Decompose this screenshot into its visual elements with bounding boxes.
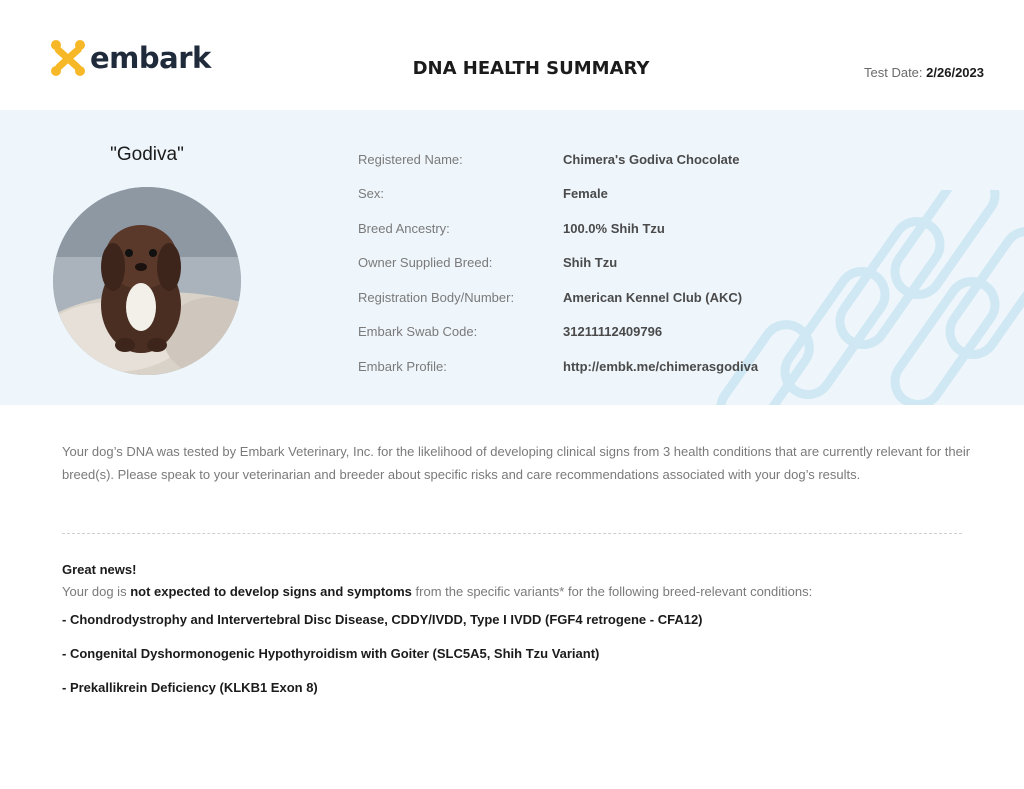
detail-row-registered-name bbox=[358, 142, 758, 177]
dog-details-table bbox=[358, 142, 758, 384]
detail-label: Breed Ancestry: bbox=[358, 220, 450, 236]
embark-profile-link[interactable]: http://embk.me/chimerasgodiva bbox=[563, 358, 759, 374]
detail-label: Sex: bbox=[358, 186, 385, 202]
detail-label: Embark Profile: bbox=[358, 358, 447, 374]
dog-profile-panel bbox=[0, 110, 1024, 405]
results-heading: Great news! bbox=[62, 562, 137, 577]
health-results-section bbox=[62, 561, 982, 697]
detail-row-owner-breed bbox=[358, 246, 758, 281]
detail-value: Shih Tzu bbox=[563, 255, 618, 271]
condition-item: - Congenital Dyshormonogenic Hypothyroidism with Goiter (SLC5A5, Shih Tzu Variant) bbox=[62, 646, 600, 661]
detail-row-embark-profile bbox=[358, 349, 758, 384]
detail-value: Chimera's Godiva Chocolate bbox=[563, 151, 740, 167]
test-date-label: Test Date: bbox=[864, 65, 923, 80]
detail-row-sex bbox=[358, 177, 758, 212]
detail-row-swab-code bbox=[358, 315, 758, 350]
detail-value: 100.0% Shih Tzu bbox=[563, 220, 665, 236]
conditions-list bbox=[62, 611, 982, 697]
results-summary bbox=[62, 579, 982, 605]
test-date-value: 2/26/2023 bbox=[926, 65, 984, 80]
detail-value: American Kennel Club (AKC) bbox=[563, 289, 743, 305]
report-header bbox=[0, 0, 1024, 110]
dog-photo bbox=[53, 187, 241, 375]
page-title: DNA HEALTH SUMMARY bbox=[412, 58, 650, 79]
condition-item: - Chondrodystrophy and Intervertebral Disc Disease, CDDY/IVDD, Type I IVDD (FGF4 retrogene - CFA12) bbox=[62, 612, 703, 627]
detail-row-registration bbox=[358, 280, 758, 315]
intro-paragraph: Your dog’s DNA was tested by Embark Veterinary, Inc. for the likelihood of developing clinical signs from 3 health conditions that are currently relevant for their breed(s). Please speak to your veterinarian and breeder about specific risks and care recommendations associated with your dog’s results. bbox=[62, 444, 971, 482]
section-divider bbox=[62, 533, 962, 534]
summary-text-start: Your dog is bbox=[62, 584, 131, 599]
detail-label: Embark Swab Code: bbox=[358, 324, 478, 340]
detail-value: Female bbox=[563, 186, 608, 202]
detail-label: Registered Name: bbox=[358, 151, 463, 167]
detail-label: Registration Body/Number: bbox=[358, 289, 515, 305]
dog-call-name: "Godiva" bbox=[110, 144, 184, 165]
detail-value: 31211112409796 bbox=[563, 324, 663, 340]
detail-row-breed-ancestry bbox=[358, 211, 758, 246]
detail-label: Owner Supplied Breed: bbox=[358, 255, 493, 271]
condition-item: - Prekallikrein Deficiency (KLKB1 Exon 8) bbox=[62, 680, 318, 695]
summary-text-end: from the specific variants* for the following breed-relevant conditions: bbox=[411, 584, 813, 599]
summary-text-emphasis: not expected to develop signs and symptoms bbox=[130, 584, 412, 599]
test-date bbox=[864, 65, 984, 80]
brand-name: embark bbox=[90, 40, 211, 75]
